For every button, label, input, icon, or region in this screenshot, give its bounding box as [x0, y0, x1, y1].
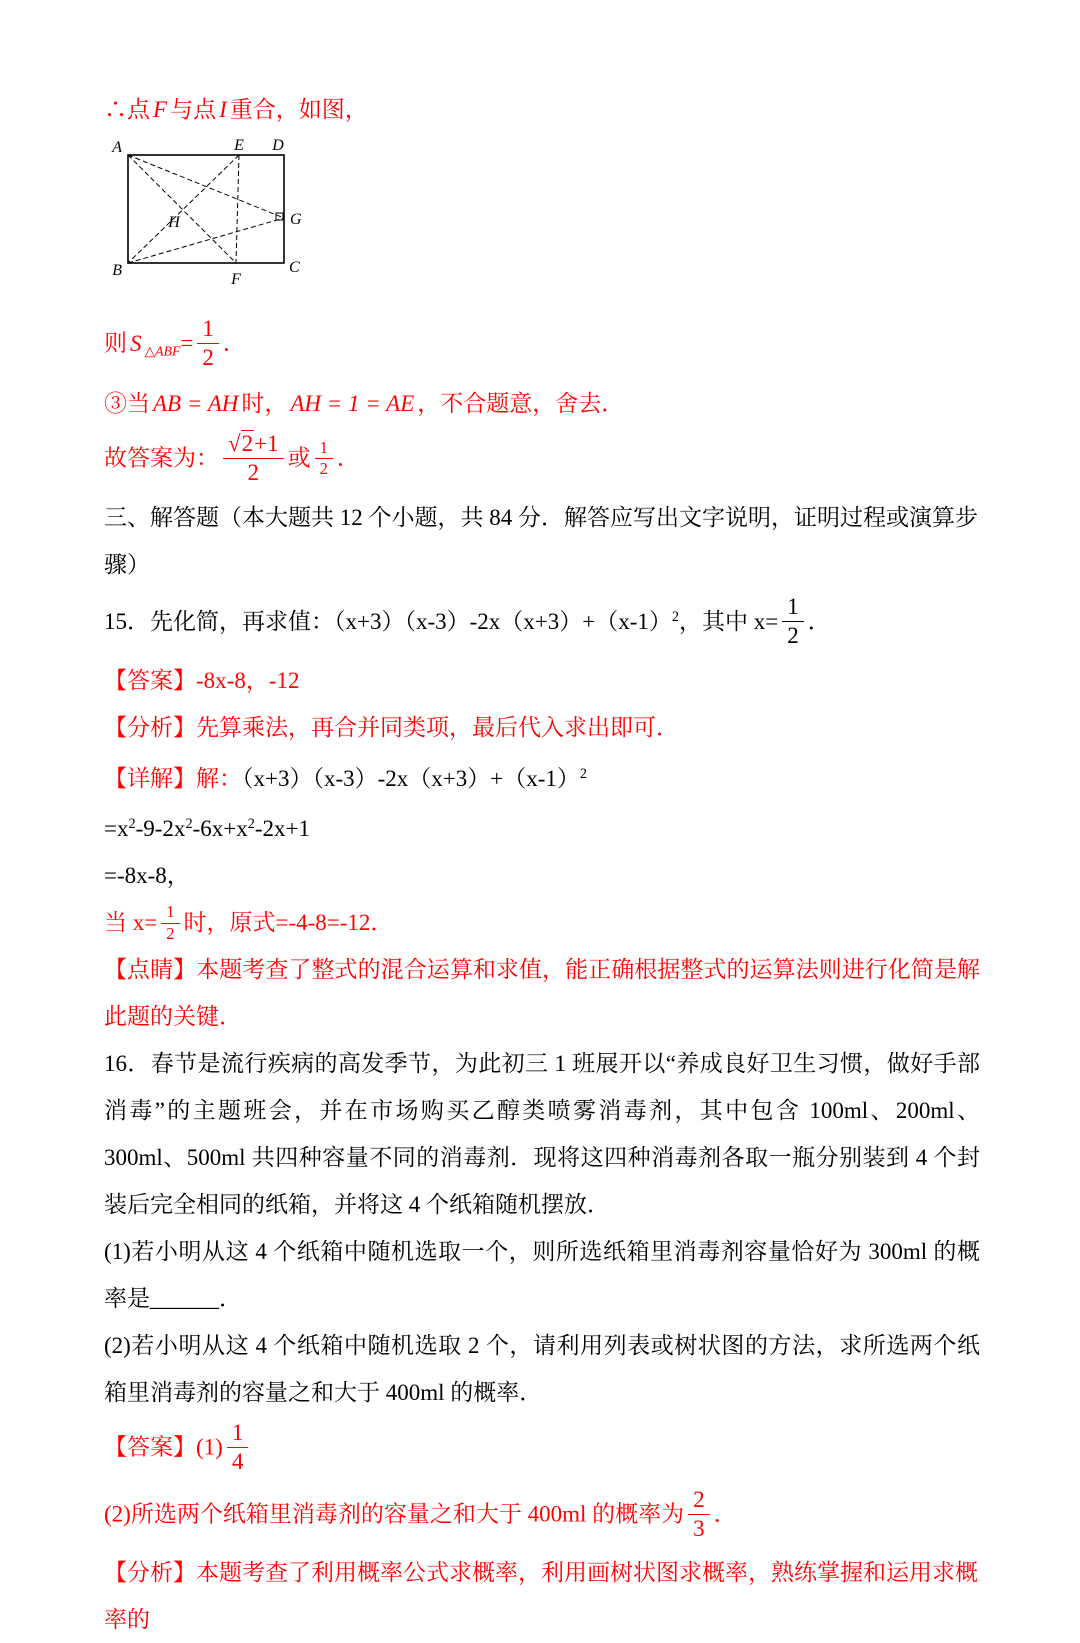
question-stem-text: 16．春节是流行疾病的高发季节，为此初三 1 班展开以“养成良好卫生习惯，做好手部消毒”的主题班会，并在市场购买乙醇类喷雾消毒剂，其中包含 100ml、200ml、300ml、500ml 共四种容量不同的消毒剂．现将这四种消毒剂各取一瓶分别装到 4 个封装后完全相同的纸箱，并将这 4 个纸箱随机摆放． [104, 1051, 980, 1218]
math-expression: -9-2x [135, 816, 186, 842]
math-expression: =x [104, 816, 129, 842]
q15-analysis-line [104, 704, 980, 751]
fraction-one-half-small [161, 903, 179, 943]
figure-label-g: G [290, 211, 302, 228]
figure-label-e: E [234, 139, 244, 154]
math-subscript-abf: △ABF [144, 343, 181, 359]
answer-tag: 【答案】 [104, 1434, 196, 1460]
part1-text: (1)若小明从这 4 个纸箱中随机选取一个，则所选纸箱里消毒剂容量恰好为 300ml 的概率是______． [104, 1239, 980, 1312]
text-segment: ． [336, 445, 360, 471]
q15-note-paragraph [104, 946, 980, 1040]
math-expression: =-8x-8， [104, 863, 190, 889]
case3-line [104, 380, 980, 427]
figure-svg [106, 139, 321, 294]
text-segment: 当 x= [104, 910, 158, 936]
fraction-sqrt2-plus1-over-2 [223, 431, 284, 486]
q15-detail-line [104, 751, 980, 802]
section-title: 三、解答题（本大题共 12 个小题，共 84 分．解答应写出文字说明，证明过程或演算步骤） [104, 504, 978, 577]
fraction-numerator: 1 [782, 594, 804, 622]
geometry-figure [106, 139, 980, 300]
note-text: 本题考查了整式的混合运算和求值，能正确根据整式的运算法则进行化简是解此题的关键． [104, 957, 981, 1030]
superscript-2: 2 [247, 816, 255, 833]
equals-sign: = [180, 330, 194, 356]
superscript-2: 2 [671, 608, 680, 625]
note-tag: 【点睛】 [104, 957, 197, 983]
section-header [104, 494, 980, 588]
answer-text: -8x-8，-12 [196, 667, 300, 693]
analysis-tag: 【分析】 [104, 714, 196, 740]
q16-answer-line [104, 1416, 980, 1483]
fraction-denominator: 2 [319, 459, 328, 479]
superscript-2: 2 [579, 765, 588, 782]
q16-part1-paragraph [104, 1228, 980, 1322]
fraction-numerator: 1 [197, 316, 219, 344]
text-segment: 15．先化简，再求值：（x+3）（x-3）-2x（x+3）+（x-1） [104, 608, 672, 634]
q16-stem-paragraph [104, 1040, 980, 1228]
analysis-text: 先算乘法，再合并同类项，最后代入求出即可． [196, 714, 679, 740]
text-segment: (1) [196, 1434, 223, 1460]
fraction-numerator: 2 [688, 1487, 710, 1515]
figure-label-h: H [168, 214, 180, 231]
text-segment: 时，原式=-4-8=-12． [183, 910, 394, 936]
text-segment: 则 [104, 330, 127, 356]
text-segment: ，不合题意，舍去． [417, 391, 625, 417]
part2-text: (2)若小明从这 4 个纸箱中随机选取 2 个，请利用列表或树状图的方法，求所选两个纸箱里消毒剂的容量之和大于 400ml 的概率． [104, 1333, 980, 1406]
q15-stem [104, 588, 980, 657]
text-segment: 重合，如图， [229, 97, 368, 122]
figure-label-b: B [112, 262, 122, 279]
rectangle-abcd [128, 155, 284, 263]
answer-tag: 【答案】 [104, 667, 196, 693]
text-segment: (2)所选两个纸箱里消毒剂的容量之和大于 400ml 的概率为 [104, 1501, 685, 1527]
text-segment: 时， [241, 391, 288, 417]
fraction-denominator: 2 [247, 460, 260, 486]
math-var-f: F [153, 97, 168, 122]
area-equation-line [104, 312, 980, 380]
q15-eq-line-1 [104, 801, 980, 852]
fraction-numerator: 1 [161, 903, 179, 924]
radical-sign: √ [228, 431, 241, 457]
superscript-2: 2 [185, 816, 193, 833]
math-expression: -6x+x [192, 816, 248, 842]
text-segment: ③当 [104, 391, 150, 417]
q15-eq-line-2 [104, 852, 980, 899]
fraction-one-quarter [227, 1420, 249, 1475]
detail-solve-label: 解： [196, 765, 242, 791]
text-segment: +1 [254, 431, 279, 457]
q15-answer-line [104, 657, 980, 704]
q16-part2-paragraph [104, 1322, 980, 1416]
fraction-denominator: 2 [787, 622, 799, 648]
q16-analysis-line [104, 1549, 980, 1643]
fraction-one-half [782, 594, 804, 649]
radicand: 2 [241, 431, 254, 457]
math-var-s: S [130, 330, 142, 356]
proof-conclusion-line [104, 86, 980, 133]
final-answer-line [104, 427, 980, 494]
text-segment: 故答案为： [104, 445, 219, 471]
figure-label-a: A [112, 139, 122, 156]
math-expression: AH = 1 = AE [290, 391, 415, 417]
text-segment: ． [713, 1501, 737, 1527]
figure-label-c: C [289, 259, 300, 276]
q16-answer2-line [104, 1483, 980, 1550]
text-segment: 或 [287, 445, 311, 471]
figure-label-d: D [272, 139, 284, 154]
fraction-denominator: 3 [693, 1515, 705, 1541]
fraction-denominator: 4 [231, 1449, 244, 1475]
math-expression: -2x+1 [254, 816, 310, 842]
fraction-denominator: 2 [202, 344, 214, 370]
figure-label-f: F [231, 271, 241, 288]
analysis-text: 本题考查了利用概率公式求概率，利用画树状图求概率，熟练掌握和运用求概率的 [104, 1560, 978, 1633]
fraction-one-half [197, 316, 219, 371]
segment-ag [128, 155, 284, 218]
fraction-one-half-small [315, 439, 333, 479]
fraction-two-thirds [688, 1487, 710, 1542]
text-segment: ∴点 [104, 97, 150, 122]
fraction-denominator: 2 [166, 923, 175, 943]
text-segment: ，其中 x= [679, 608, 779, 634]
math-expression: AB = AH [153, 391, 239, 417]
text-segment: ． [807, 608, 831, 634]
fraction-numerator: 1 [227, 1420, 249, 1448]
segment-ef [236, 155, 239, 263]
detail-tag: 【详解】 [104, 765, 196, 791]
math-var-i: I [219, 97, 227, 122]
superscript-2: 2 [128, 816, 136, 833]
q15-substitution-line [104, 899, 980, 946]
math-expression: （x+3）（x-3）-2x（x+3）+（x-1） [242, 765, 580, 791]
fraction-numerator [223, 431, 284, 459]
fraction-numerator: 1 [315, 439, 333, 460]
text-segment: 与点 [170, 97, 217, 122]
text-segment: ． [222, 330, 246, 356]
analysis-tag: 【分析】 [104, 1560, 196, 1586]
